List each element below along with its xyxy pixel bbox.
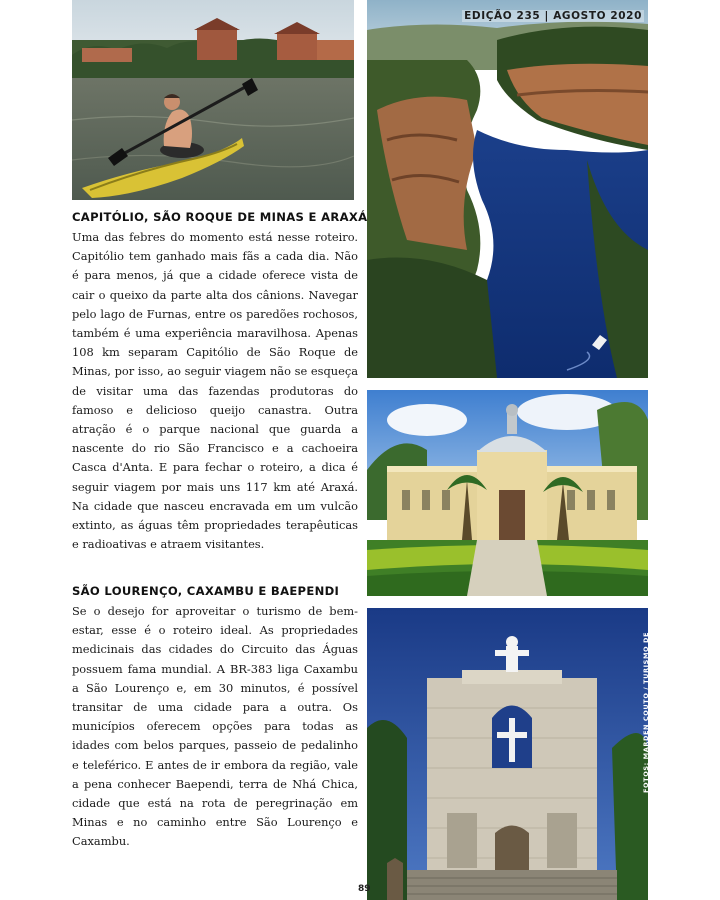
section-body: Se o desejo for aproveitar o turismo de bem-estar, esse é o roteiro ideal. As propriedades medicinais das cidades do Circuito das Águas possuem fama mundial. A BR-383 liga Caxambu a São Lourenço e, em 30 minutos, é possível transitar de uma cidade para a outra. Os municípios oferecem opções para todas as idades com belos parques, passeio de pedalinho e teleférico. E antes de ir embora da região, vale a pena conhecer Baependi, terra de Nhá Chica, cidade que está na rota de peregrinação em Minas e no caminho entre São Lourenço e Caxambu. (72, 604, 358, 849)
section-title: CAPITÓLIO, SÃO ROQUE DE MINAS E ARAXÁ (72, 210, 368, 224)
section-capitolio (72, 210, 368, 554)
section-body: Uma das febres do momento está nesse roteiro. Capitólio tem ganhado mais fãs a cada dia. Não é para menos, já que a cidade oferece vista de cair o queixo da parte alta dos cânions. Navegar pelo lago de Furnas, entre os paredões rochosos, também é uma experiência maravilhosa. Apenas 108 km separam Capitólio de São Roque de Minas, por isso, ao seguir viagem não se esqueça de visitar uma das fazendas produtoras do famoso e delicioso queijo canastra. Outra atração é o parque nacional que guarda a nascente do rio São Francisco e a cachoeira Casca d'Anta. E para fechar o roteiro, a dica é seguir viagem por mais uns 117 km até Araxá. Na cidade que nasceu encravada em um vulcão extinto, as águas têm propriedades terapêuticas e radioativas e atraem visitantes. (72, 230, 358, 552)
photo-palace-garden (367, 390, 648, 596)
photo-church-facade (367, 608, 648, 900)
section-sao-lourenco (72, 584, 358, 852)
photo-canyon-river (367, 0, 648, 378)
photo-kayak-lake (72, 0, 354, 200)
section-title: SÃO LOURENÇO, CAXAMBU E BAEPENDI (72, 584, 340, 598)
photo-credit: FOTOS: MARDEN COUTO / TURISMO DE MINAS (642, 631, 658, 793)
page-number: 89 (358, 884, 371, 894)
issue-header: EDIÇÃO 235 | AGOSTO 2020 (464, 10, 642, 22)
